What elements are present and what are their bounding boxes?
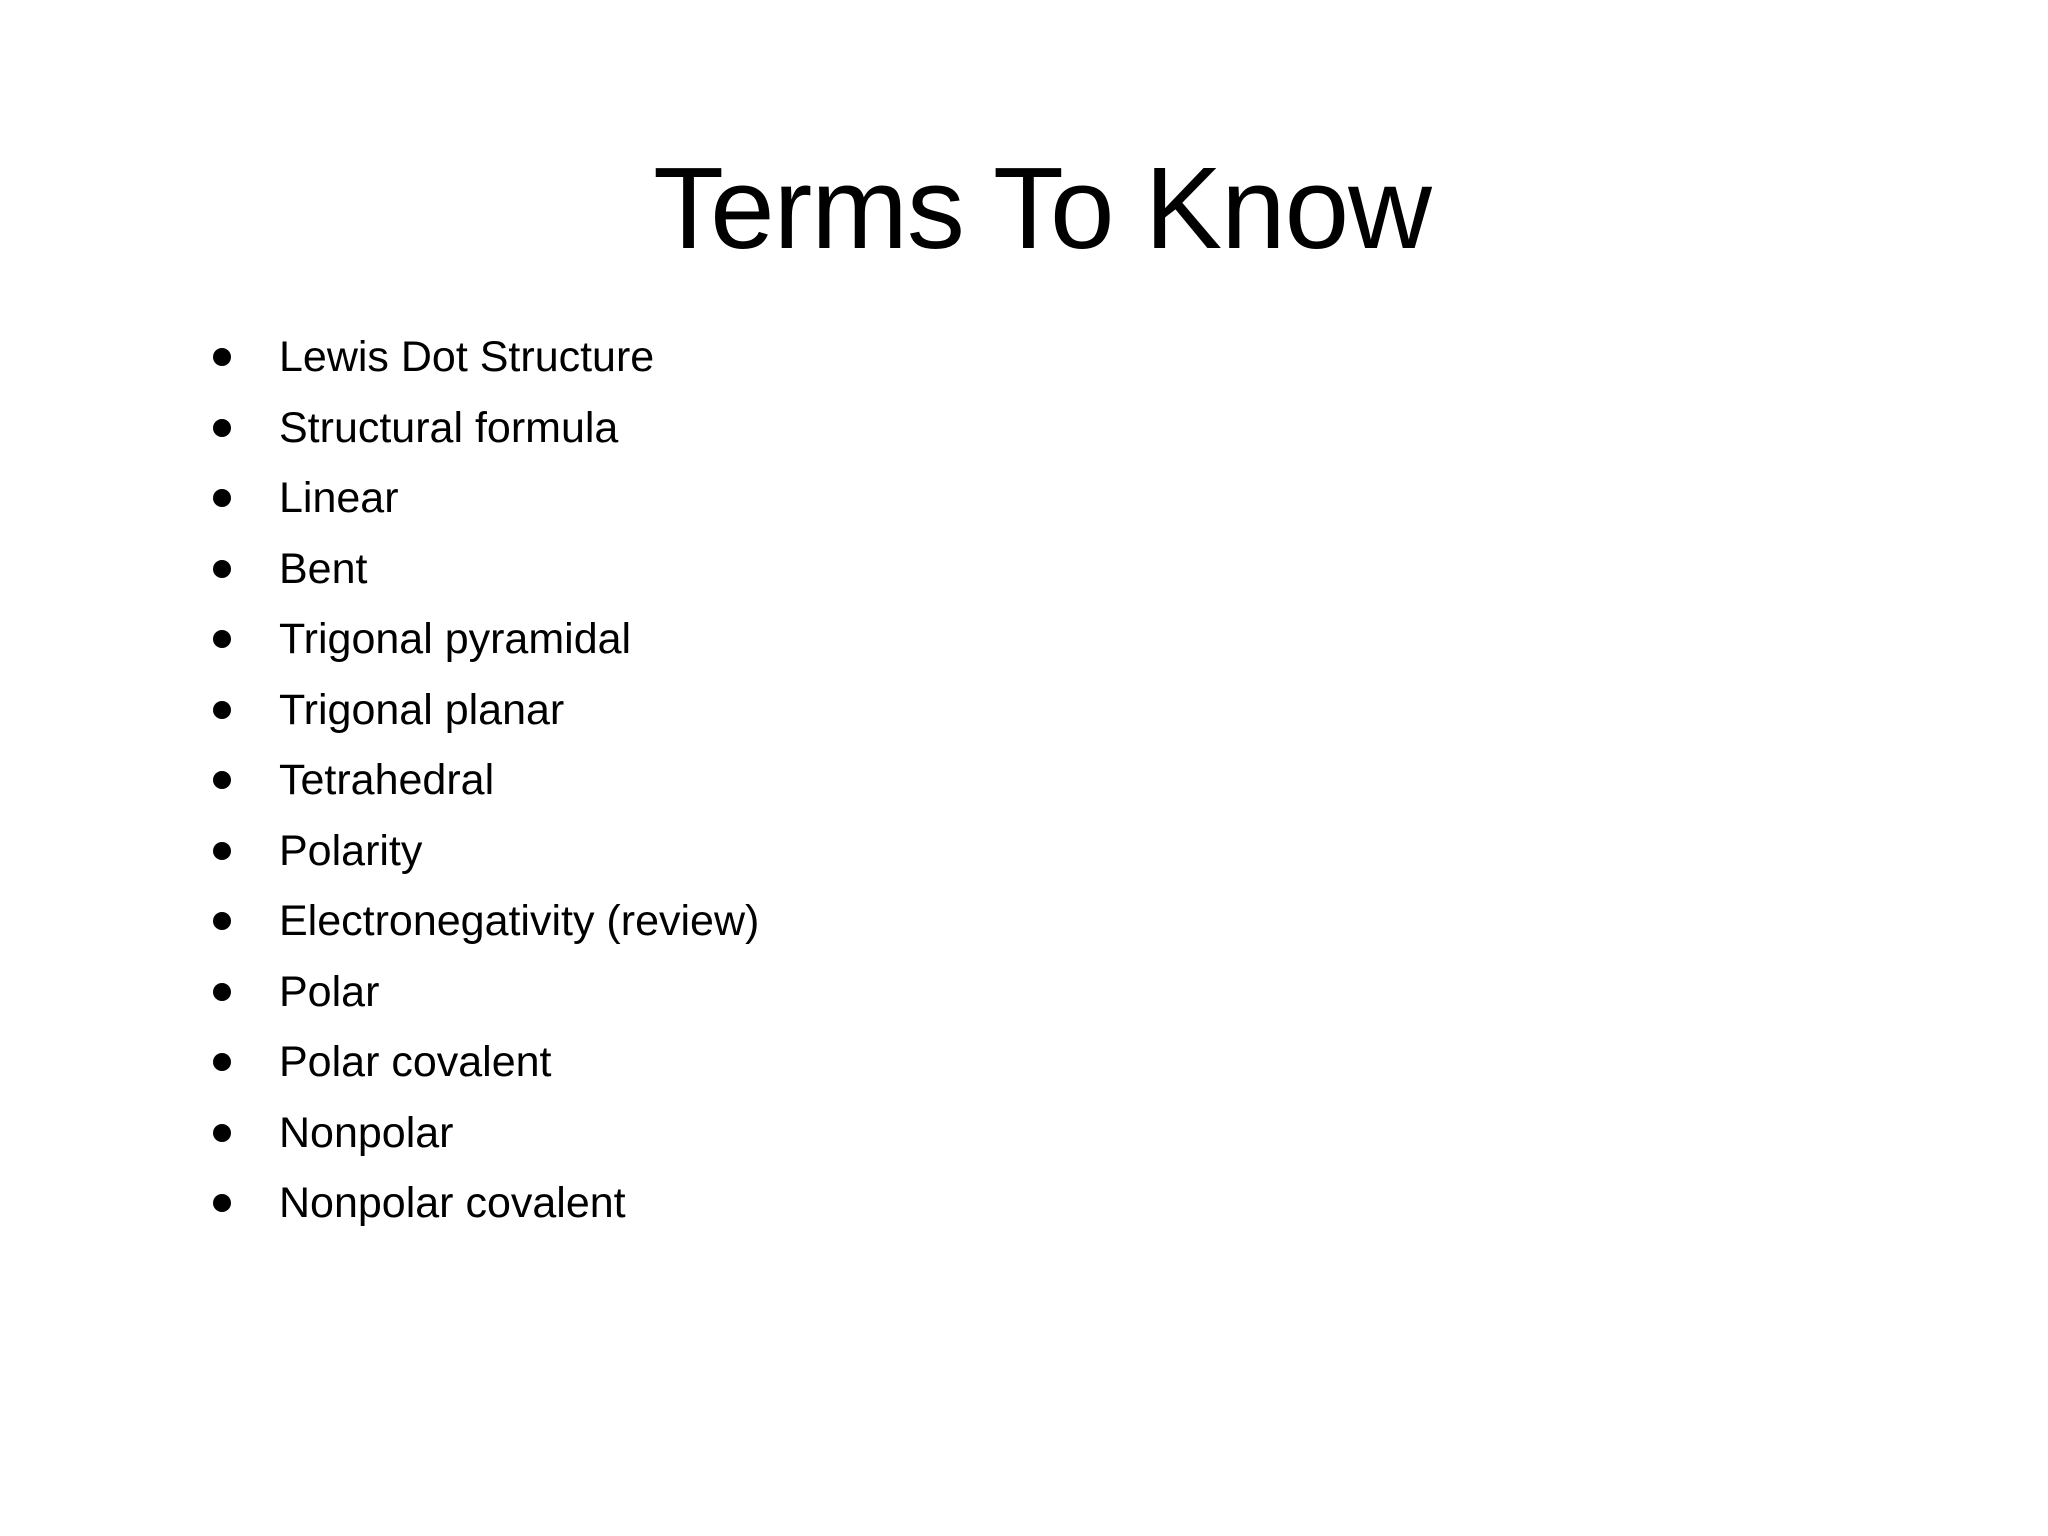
term-label: Trigonal planar — [279, 685, 565, 734]
bullet-dot-icon — [213, 419, 231, 437]
list-item — [208, 886, 759, 957]
term-label: Bent — [279, 544, 368, 593]
bullet-dot-icon — [213, 1194, 231, 1212]
term-label: Structural formula — [279, 403, 619, 452]
bullet-dot-icon — [213, 842, 231, 860]
list-item — [208, 534, 759, 605]
bullet-dot-icon — [213, 912, 231, 930]
list-item — [208, 1098, 759, 1169]
list-item — [208, 1027, 759, 1098]
terms-list — [208, 322, 759, 1239]
list-item — [208, 463, 759, 534]
bullet-dot-icon — [213, 771, 231, 789]
bullet-dot-icon — [213, 489, 231, 507]
list-item — [208, 604, 759, 675]
bullet-dot-icon — [213, 348, 231, 366]
list-item — [208, 675, 759, 746]
bullet-dot-icon — [213, 983, 231, 1001]
list-item — [208, 393, 759, 464]
slide-title: Terms To Know — [653, 143, 1431, 273]
term-label: Linear — [279, 474, 399, 523]
list-item — [208, 745, 759, 816]
term-label: Trigonal pyramidal — [279, 615, 632, 664]
bullet-dot-icon — [213, 630, 231, 648]
term-label: Polarity — [279, 826, 423, 875]
term-label: Tetrahedral — [279, 756, 495, 805]
bullet-dot-icon — [213, 560, 231, 578]
term-label: Polar covalent — [279, 1038, 552, 1087]
bullet-dot-icon — [213, 701, 231, 719]
bullet-dot-icon — [213, 1124, 231, 1142]
bullet-dot-icon — [213, 1053, 231, 1071]
term-label: Polar — [279, 967, 380, 1016]
term-label: Lewis Dot Structure — [279, 333, 655, 382]
list-item — [208, 1168, 759, 1239]
term-label: Nonpolar — [279, 1108, 454, 1157]
list-item — [208, 816, 759, 887]
term-label: Nonpolar covalent — [279, 1179, 626, 1228]
list-item — [208, 322, 759, 393]
list-item — [208, 957, 759, 1028]
term-label: Electronegativity (review) — [279, 897, 760, 946]
